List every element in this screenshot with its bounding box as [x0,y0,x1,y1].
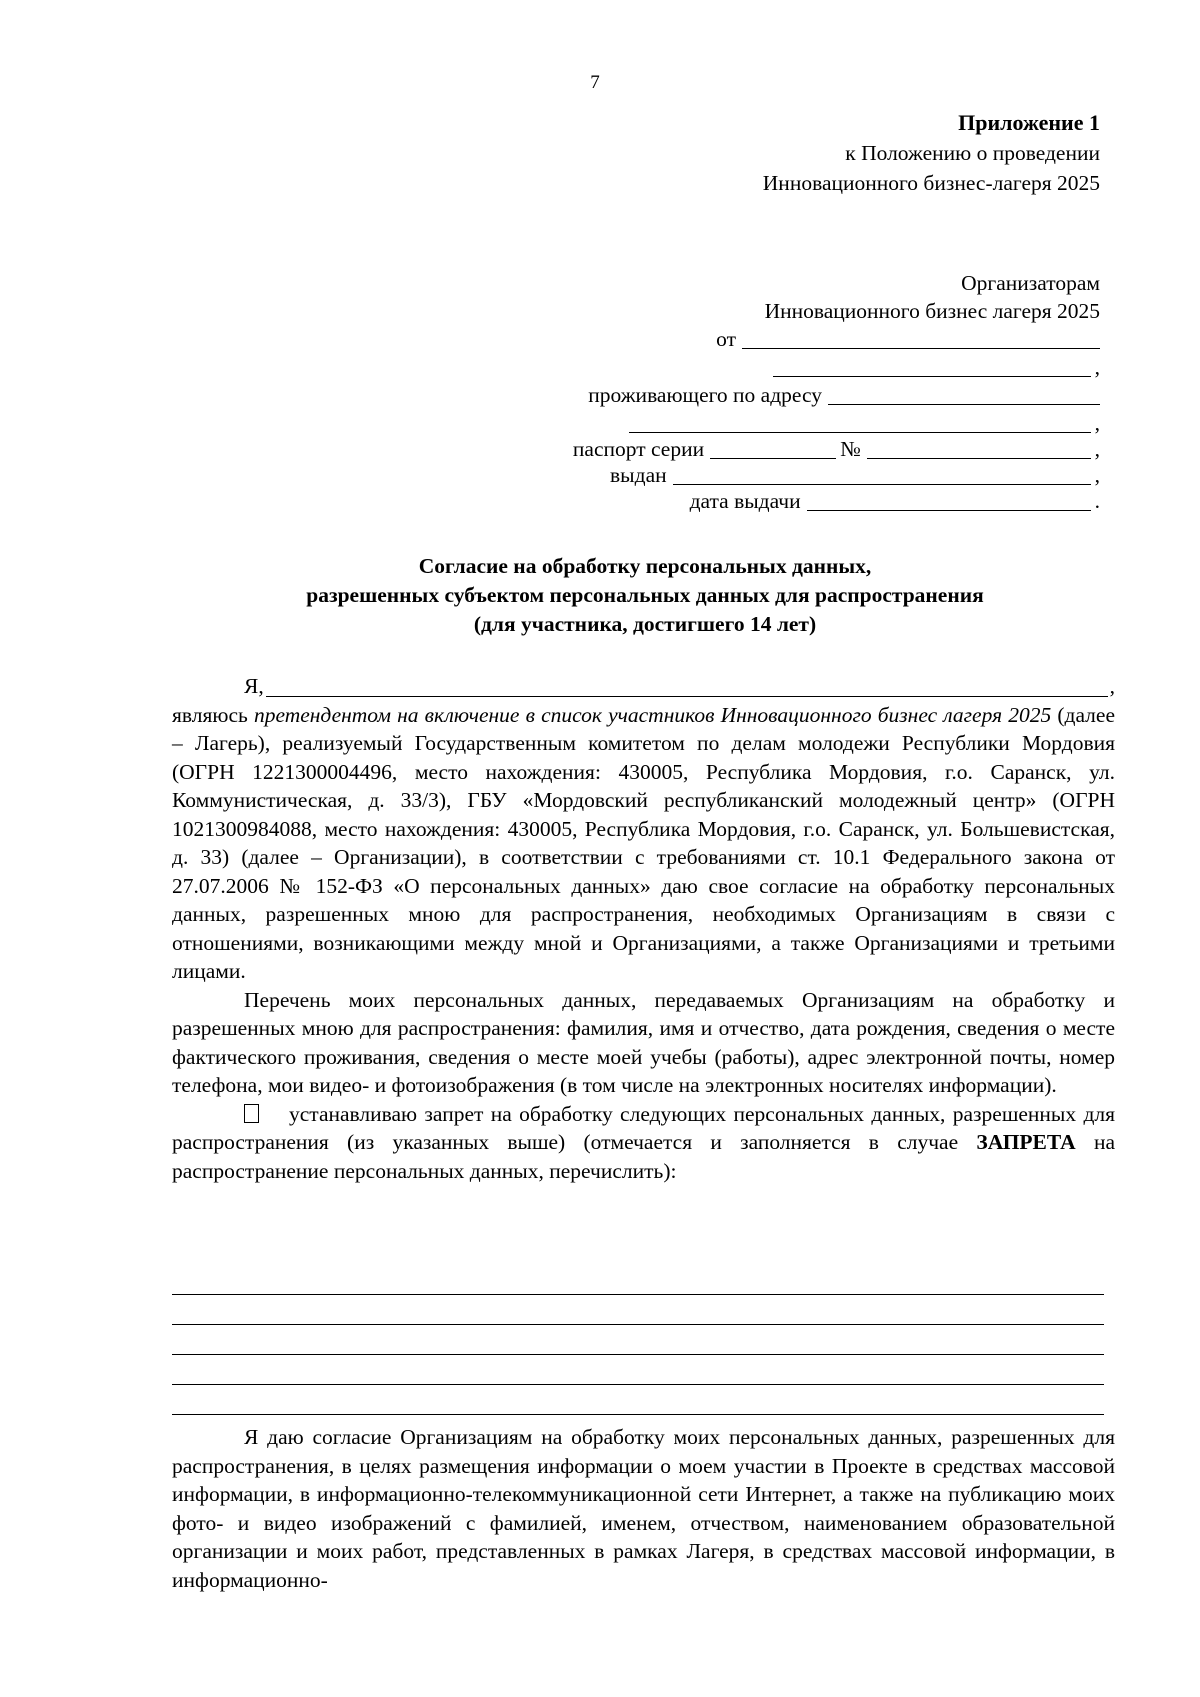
ya-label: Я, [244,674,264,698]
comma: , [1094,463,1100,487]
comma: , [1094,437,1100,461]
heading-line-3: (для участника, достигшего 14 лет) [473,612,817,636]
body-text-2 [172,1423,1115,1594]
passport-series-label: паспорт серии [572,437,705,461]
paragraph-4: Я даю согласие Организациям на обработку моих персональных данных, разрешенных для распространения, в целях размещения информации о моем участии в Проекте в средствах массовой информации, в информационно-телекоммуникационной сети Интернет, а также на публикацию моих фото- и видео изображений с фамилией, именем, отчеством, наименованием образовательной организации и моих работ, представленных в рамках Лагеря, в средствах массовой информации, в информационно- [172,1425,1115,1592]
comma: , [1094,355,1100,379]
addressee-block [573,270,1100,514]
appendix-line-1: к Положению о проведении [845,141,1100,165]
appendix-block [763,108,1100,198]
issued-row [573,462,1100,488]
comma: , [1109,674,1115,698]
from-name-field-2[interactable] [773,356,1091,377]
from-row [573,326,1100,352]
passport-number-field[interactable] [867,438,1091,459]
passport-series-field[interactable] [710,438,836,459]
prohibition-line-4[interactable] [172,1384,1104,1385]
issue-date-field[interactable] [807,490,1091,511]
prohibition-line-2[interactable] [172,1324,1104,1325]
p1-start: являюсь [172,702,254,727]
paragraph-3 [172,1100,1115,1186]
body-text [172,672,1115,1185]
prohibition-checkbox[interactable] [244,1104,259,1123]
appendix-line-2: Инновационного бизнес-лагеря 2025 [762,171,1100,195]
from-name-field[interactable] [742,328,1100,349]
addressee-line-1: Организаторам [961,271,1100,295]
address-row [573,382,1100,408]
issue-date-row [573,488,1100,514]
address-field-2[interactable] [629,412,1091,433]
p3-end: на распространение персональных данных, перечислить): [172,1130,1115,1183]
p1-italic: претендентом на включение в список участников Инновационного бизнес лагеря 2025 [253,702,1052,727]
period: . [1094,489,1100,513]
prohibition-line-1[interactable] [172,1294,1104,1295]
p3-bold: ЗАПРЕТА [976,1130,1076,1154]
comma: , [1094,411,1100,435]
prohibition-line-5[interactable] [172,1414,1104,1415]
issued-label: выдан [610,463,667,487]
issue-date-label: дата выдачи [689,489,801,513]
document-heading [0,552,1200,639]
passport-row [573,436,1100,462]
full-name-field[interactable] [266,676,1108,697]
appendix-title: Приложение 1 [958,110,1100,135]
heading-line-1: Согласие на обработку персональных данных, [418,554,872,578]
p1-rest: (далее – Лагерь), реализуемый Государственным комитетом по делам молодежи Республики Мордовия (ОГРН 1221300004496, место нахождения: 430005, Республика Мордовия, г.о. Саранск, ул. Коммунистическая, д. 33/3), ГБУ «Мордовский республиканский молодежный центр» (ОГРН 1021300984088, место нахождения: 430005, Республика Мордовия, г.о. Саранск, ул. Большевистская, д. 33) (далее – Организации), в соответствии с требованиями ст. 10.1 Федерального закона от 27.07.2006 № 152-ФЗ «О персональных данных» даю свое согласие на обработку персональных данных, разрешенных мною для распространения, необходимых Организациям в связи с отношениями, возникающими между мной и Организациями, а также Организациями и третьими лицами. [172,702,1115,983]
paragraph-1 [172,701,1115,986]
prohibition-line-3[interactable] [172,1354,1104,1355]
addressee-line-2: Инновационного бизнес лагеря 2025 [764,299,1100,323]
from-row-2 [573,354,1100,380]
heading-line-2: разрешенных субъектом персональных данных для распространения [306,583,984,607]
page-number: 7 [590,72,600,93]
address-row-2 [573,410,1100,436]
p3-start: устанавливаю запрет на обработку следующих персональных данных, разрешенных для распространения (из указанных выше) (отмечается и заполняется в случае [172,1101,1115,1154]
from-label: от [716,327,736,351]
paragraph-2: Перечень моих персональных данных, передаваемых Организациям на обработку и разрешенных мною для распространения: фамилия, имя и отчество, дата рождения, сведения о месте фактического проживания, сведения о месте моей учебы (работы), адрес электронной почты, номер телефона, мои видео- и фотоизображения (в том числе на электронных носителях информации). [172,987,1115,1097]
address-label: проживающего по адресу [588,383,822,407]
address-field[interactable] [828,384,1100,405]
passport-number-label: № [840,437,861,461]
issued-field[interactable] [673,464,1091,485]
ya-row [172,672,1115,701]
